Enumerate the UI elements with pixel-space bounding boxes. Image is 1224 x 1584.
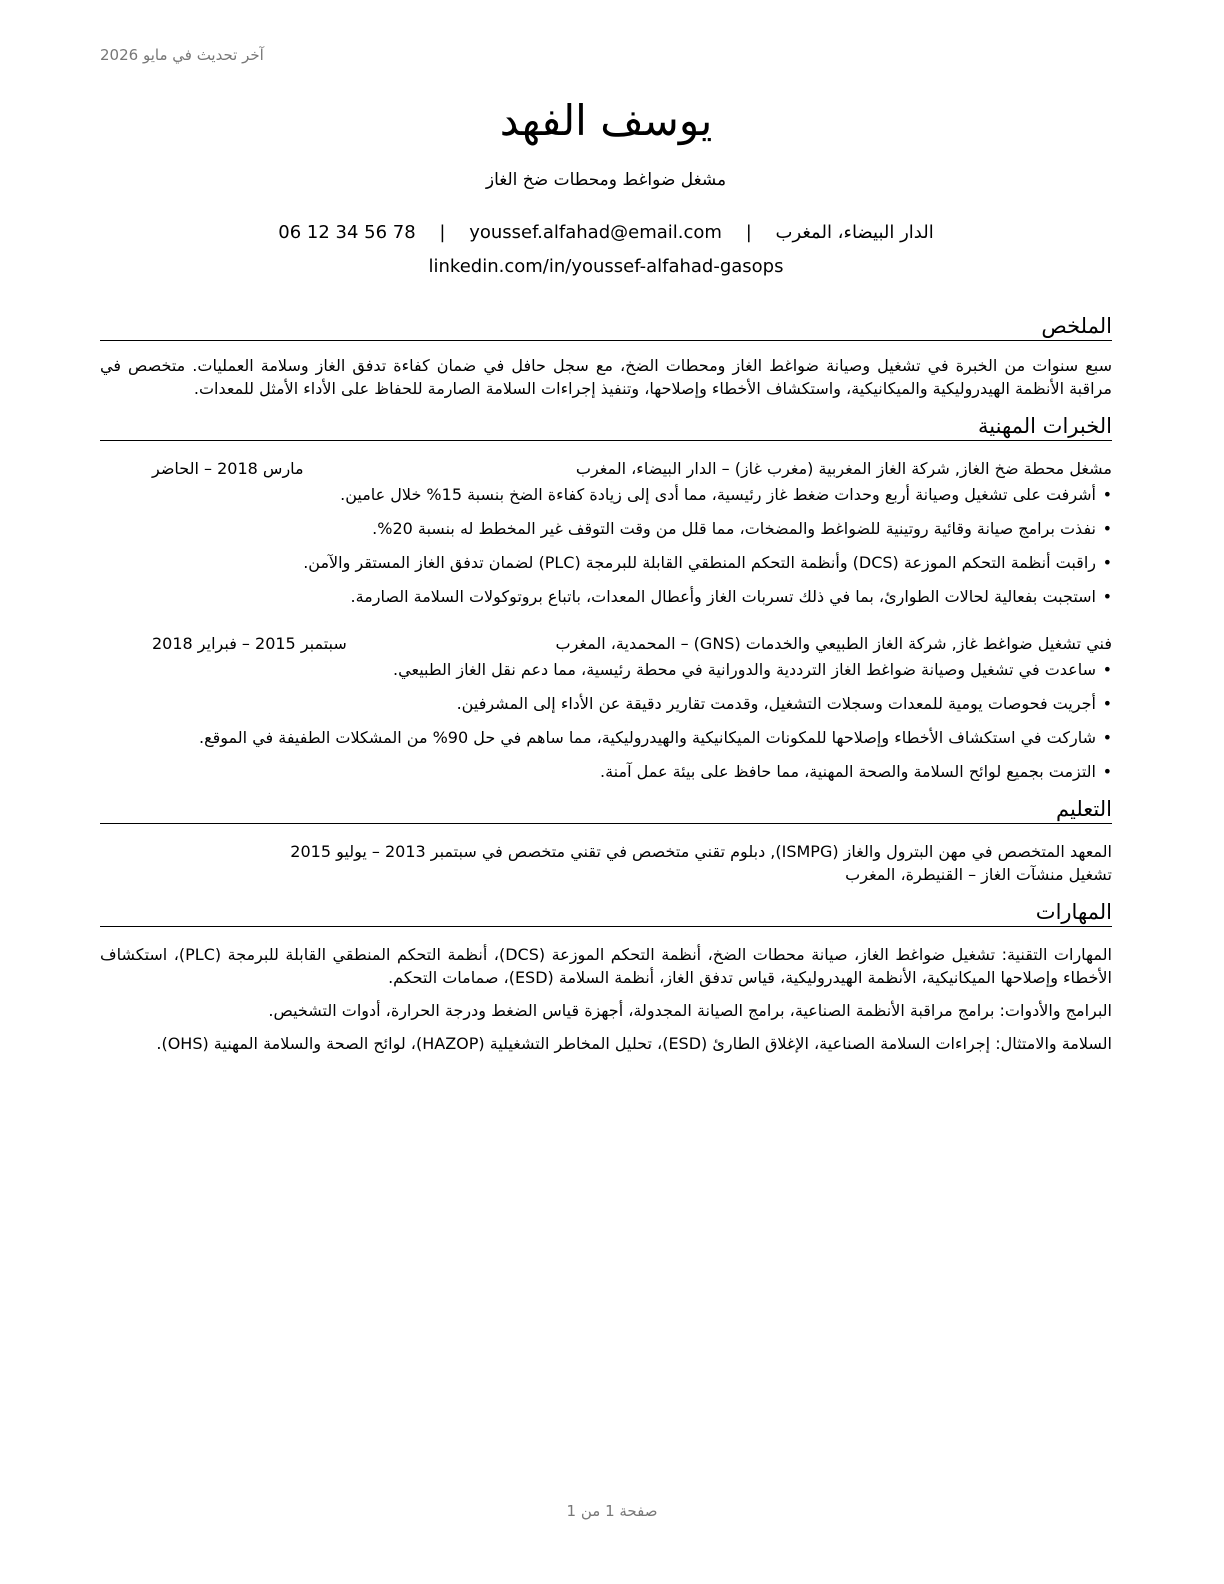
summary-section [100, 312, 1112, 400]
job-dates: مارس 2018 – الحاضر [152, 459, 304, 478]
job-dates: سبتمبر 2015 – فبراير 2018 [152, 634, 347, 653]
job-header [100, 632, 1112, 656]
education-line: المعهد المتخصص في مهن البترول والغاز (ISMPG), دبلوم تقني متخصص في تقني متخصص في سبتمبر 2013 – يوليو 2015 [290, 842, 1112, 861]
job-bullet: • راقبت أنظمة التحكم الموزعة (DCS) وأنظمة التحكم المنطقي القابلة للبرمجة (PLC) لضمان تدفق الغاز المستقر والآمن. [303, 553, 1112, 572]
job-bullets [100, 483, 1112, 608]
skill-line: السلامة والامتثال: إجراءات السلامة الصناعية، الإغلاق الطارئ (ESD)، تحليل المخاطر التشغيلية (HAZOP)، لوائح الصحة والسلامة المهنية (OHS). [156, 1034, 1112, 1053]
resume-body [100, 312, 1112, 1067]
job-bullet: • أشرفت على تشغيل وصيانة أربع وحدات ضغط غاز رئيسية، مما أدى إلى زيادة كفاءة الضخ بنسبة 15% خلال عامين. [340, 485, 1112, 504]
section-heading-summary: الملخص [100, 312, 1112, 341]
contact-separator: | [439, 222, 446, 243]
job-entry [100, 457, 1112, 608]
contact-phone[interactable]: 06 12 34 56 78 [278, 222, 416, 243]
job-bullet: • ساعدت في تشغيل وصيانة ضواغط الغاز الترددية والدورانية في محطة رئيسية، مما دعم نقل الغاز الطبيعي. [393, 660, 1112, 679]
section-heading-experience: الخبرات المهنية [100, 412, 1112, 441]
contact-separator: | [745, 222, 752, 243]
job-bullet: • استجبت بفعالية لحالات الطوارئ، بما في ذلك تسربات الغاز وأعطال المعدات، باتباع بروتوكولات السلامة الصارمة. [350, 587, 1112, 606]
job-header [100, 457, 1112, 481]
skills-list [100, 943, 1112, 1055]
education-line: تشغيل منشآت الغاز – القنيطرة، المغرب [845, 865, 1112, 884]
page-number: صفحة 1 من 1 [566, 1502, 658, 1520]
section-heading-skills: المهارات [100, 898, 1112, 927]
skill-line: البرامج والأدوات: برامج مراقبة الأنظمة الصناعية، برامج الصيانة المجدولة، أجهزة قياس الضغط ودرجة الحرارة، أدوات التشخيص. [268, 1001, 1112, 1020]
education-section [100, 795, 1112, 886]
job-role-company: مشغل محطة ضخ الغاز, شركة الغاز المغربية (مغرب غاز) – الدار البيضاء، المغرب [575, 459, 1112, 478]
job-bullet: • أجريت فحوصات يومية للمعدات وسجلات التشغيل، وقدمت تقارير دقيقة عن الأداء إلى المشرفين. [456, 694, 1112, 713]
skill-line: المهارات التقنية: تشغيل ضواغط الغاز، صيانة محطات الضخ، أنظمة التحكم الموزعة (DCS)، أنظمة التحكم المنطقي القابلة للبرمجة (PLC)، استكشاف الأخطاء وإصلاحها الميكانيكية، الأنظمة الهيدروليكية، قياس تدفق الغاز، أنظمة السلامة (ESD)، صمامات التحكم. [100, 945, 1112, 987]
job-bullet: • التزمت بجميع لوائح السلامة والصحة المهنية، مما حافظ على بيئة عمل آمنة. [600, 762, 1112, 781]
job-bullet: • شاركت في استكشاف الأخطاء وإصلاحها للمكونات الميكانيكية والهيدروليكية، مما ساهم في حل 90% من المشكلات الطفيفة في الموقع. [199, 728, 1112, 747]
contact-line [100, 220, 1112, 246]
contact-email[interactable]: youssef.alfahad@email.com [469, 222, 722, 243]
summary-text: سبع سنوات من الخبرة في تشغيل وصيانة ضواغط الغاز ومحطات الضخ، مع سجل حافل في ضمان كفاءة تدفق الغاز وسلامة العمليات. متخصص في مراقبة الأنظمة الهيدروليكية والميكانيكية، واستكشاف الأخطاء وإصلاحها، وتنفيذ إجراءات السلامة الصارمة للحفاظ على الأداء الأمثل للمعدات. [100, 356, 1112, 398]
last-updated-note: آخر تحديث في مايو 2026 [100, 46, 264, 64]
skills-section [100, 898, 1112, 1055]
contact-linkedin[interactable]: linkedin.com/in/youssef-alfahad-gasops [428, 256, 784, 277]
job-bullet: • نفذت برامج صيانة وقائية روتينية للضواغط والمضخات، مما قلل من وقت التوقف غير المخطط له بنسبة 20%. [372, 519, 1112, 538]
job-bullets [100, 658, 1112, 783]
candidate-title: مشغل ضواغط ومحطات ضخ الغاز [485, 170, 727, 190]
experience-section [100, 412, 1112, 783]
education-entry [100, 840, 1112, 886]
section-heading-education: التعليم [100, 795, 1112, 824]
job-role-company: فني تشغيل ضواغط غاز, شركة الغاز الطبيعي والخدمات (GNS) – المحمدية، المغرب [555, 634, 1112, 653]
job-entry [100, 632, 1112, 783]
resume-header [100, 92, 1112, 280]
candidate-name: يوسف الفهد [499, 96, 713, 145]
contact-location: الدار البيضاء، المغرب [775, 222, 934, 243]
